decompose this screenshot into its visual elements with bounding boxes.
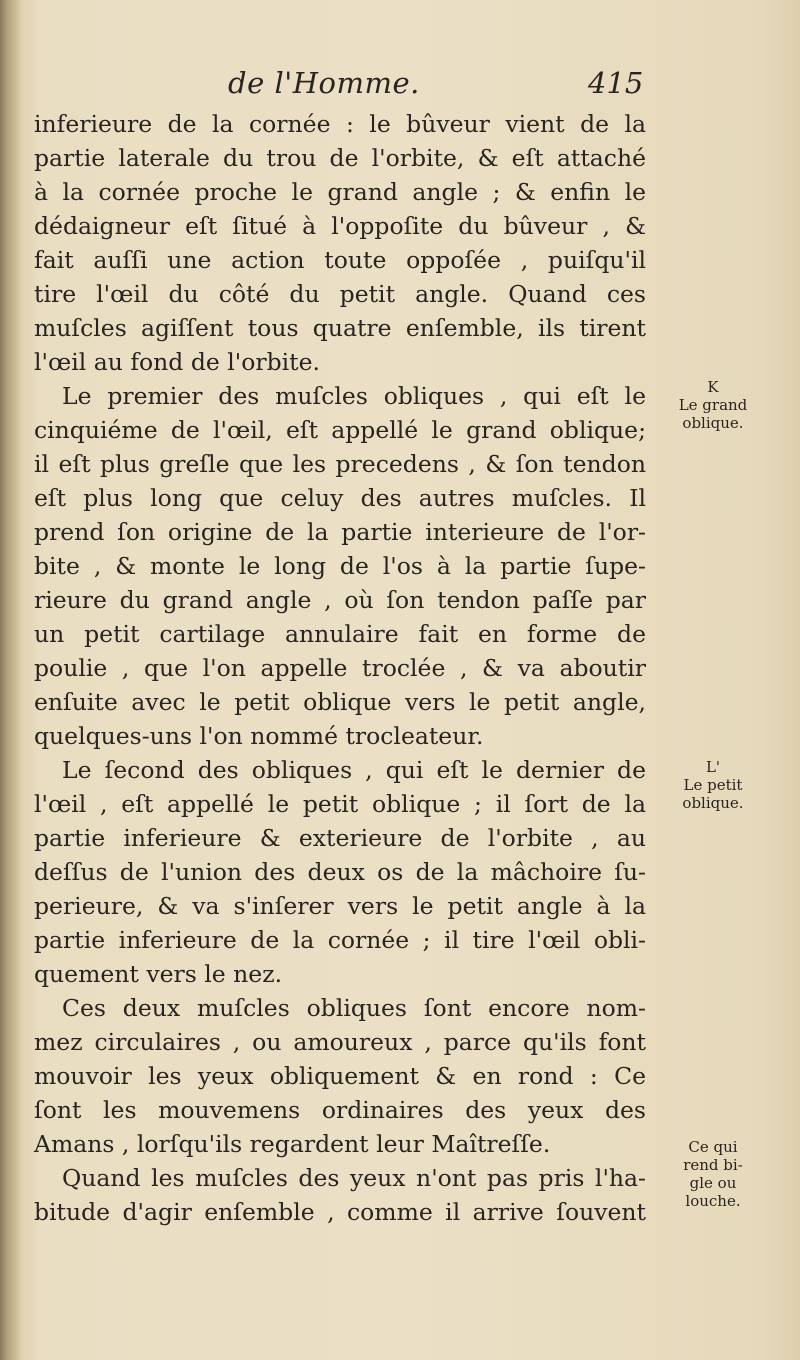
text-line: ſont les mouvemens ordinaires des yeux des [34,1096,646,1124]
margin-note-line: oblique. [682,414,744,432]
margin-note-line: rend bi- [683,1156,743,1174]
text-line: dédaigneur eſt ſitué à l'oppoſite du bûveur , & [34,212,646,240]
text-line: enſuite avec le petit oblique vers le petit angle, [34,688,646,716]
text-line: eſt plus long que celuy des autres muſcles. Il [34,484,646,512]
page-number: 415 [588,66,644,100]
margin-note-line: louche. [685,1192,741,1210]
text-line: l'œil , eſt appellé le petit oblique ; il ſort de la [34,790,646,818]
text-line: partie inferieure de la cornée ; il tire l'œil obli- [34,926,646,954]
text-line: rieure du grand angle , où ſon tendon paſſe par [34,586,646,614]
text-line: cinquiéme de l'œil, eſt appellé le grand oblique; [34,416,646,444]
margin-note-line: Le grand [678,396,748,414]
text-line: tire l'œil du côté du petit angle. Quand ces [34,280,646,308]
margin-note-marker: K [707,378,719,396]
margin-note-line: oblique. [682,794,744,812]
text-line: deſſus de l'union des deux os de la mâchoire ſu- [34,858,646,886]
text-line: à la cornée proche le grand angle ; & enfin le [34,178,646,206]
text-line: fait auſſi une action toute oppoſée , puiſqu'il [34,246,646,274]
margin-note-petit-oblique [654,758,772,812]
binding-gutter [0,0,22,1360]
text-line: poulie , que l'on appelle troclée , & va aboutir [34,654,646,682]
text-line: muſcles agiſſent tous quatre enſemble, ils tirent [34,314,646,342]
margin-note-marker: L' [705,758,721,776]
text-line: partie inferieure & exterieure de l'orbite , au [34,824,646,852]
text-line: quement vers le nez. [34,960,283,988]
text-line: un petit cartilage annulaire fait en forme de [34,620,646,648]
margin-note-line: Ce qui [688,1138,738,1156]
margin-note-louche [654,1138,772,1210]
text-line: il eſt plus greſle que les precedens , & ſon tendon [34,450,646,478]
paragraph-start-line: Le ſecond des obliques , qui eſt le dernier de [62,756,646,784]
margin-note-line: Le petit [683,776,743,794]
text-line: mez circulaires , ou amoureux , parce qu'ils font [34,1028,646,1056]
text-line: partie laterale du trou de l'orbite, & eſt attaché [34,144,646,172]
text-line: prend ſon origine de la partie interieure de l'or- [34,518,646,546]
text-line: l'œil au fond de l'orbite. [34,348,320,376]
running-head: de l'Homme. [228,66,420,100]
text-line: quelques-uns l'on nommé trocleateur. [34,722,484,750]
text-line: inferieure de la cornée : le bûveur vient de la [34,110,646,138]
margin-note-grand-oblique [654,378,772,432]
text-line: bite , & monte le long de l'os à la partie ſupe- [34,552,646,580]
paragraph-start-line: Le premier des muſcles obliques , qui eſt le [62,382,646,410]
body-text [34,107,646,1229]
margin-note-line: gle ou [689,1174,737,1192]
paragraph-start-line: Ces deux muſcles obliques ſont encore nom- [62,994,646,1022]
paragraph-start-line: Quand les muſcles des yeux n'ont pas pris l'ha- [62,1164,646,1192]
text-line: perieure, & va s'inſerer vers le petit angle à la [34,892,646,920]
text-line: Amans , lorſqu'ils regardent leur Maîtreſſe. [34,1130,551,1158]
text-line: mouvoir les yeux obliquement & en rond : Ce [34,1062,646,1090]
page-header [0,62,800,106]
text-line: bitude d'agir enſemble , comme il arrive ſouvent [34,1198,646,1226]
